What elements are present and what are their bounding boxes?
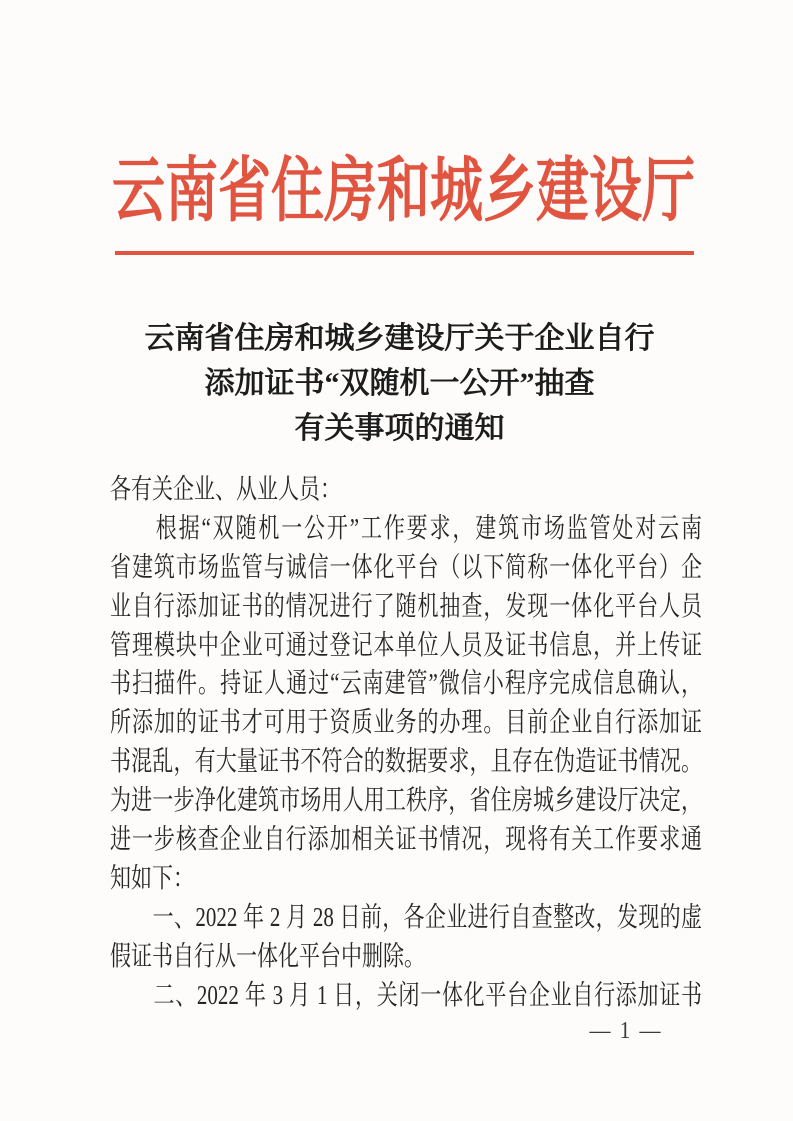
body-line: 假证书自行从一体化平台中删除。 (110, 939, 425, 972)
document-title (0, 316, 793, 451)
body-line: 进一步核查企业自行添加相关证书情况，现将有关工作要求通 (110, 823, 702, 855)
document-title-line: 云南省住房和城乡建设厅关于企业自行 (144, 322, 655, 355)
letterhead (0, 146, 793, 231)
body-line: 所添加的证书才可用于资质业务的办理。目前企业自行添加证 (110, 706, 702, 738)
letterhead-rule (115, 251, 694, 255)
page-number: — 1 — (589, 1016, 663, 1044)
body-line: 为进一步净化建筑市场用人用工秩序，省住房城乡建设厅决定， (110, 784, 702, 816)
body-line: 根据“双随机一公开”工作要求，建筑市场监管处对云南 (110, 512, 702, 544)
body-line: 二、2022 年 3 月 1 日，关闭一体化平台企业自行添加证书 (110, 978, 702, 1011)
body-line: 书混乱，有大量证书不符合的数据要求，且存在伪造证书情况。 (110, 745, 702, 777)
body-line: 知如下： (110, 862, 194, 894)
body-line: 各有关企业、从业人员： (110, 473, 341, 505)
letterhead-org-name: 云南省住房和城乡建设厅 (112, 153, 695, 231)
document-body (110, 470, 702, 1014)
document-title-line: 有关事项的通知 (294, 412, 505, 445)
body-line: 业自行添加证书的情况进行了随机抽查，发现一体化平台人员 (110, 589, 702, 622)
body-line: 省建筑市场监管与诚信一体化平台（以下简称一体化平台）企 (110, 551, 702, 583)
body-line: 管理模块中企业可通过登记本单位人员及证书信息，并上传证 (110, 628, 702, 661)
document-title-line: 添加证书“双随机一公开”抽查 (204, 367, 595, 400)
body-line: 书扫描件。持证人通过“云南建管”微信小程序完成信息确认， (110, 667, 702, 699)
body-line: 一、2022 年 2 月 28 日前，各企业进行自查整改，发现的虚 (110, 901, 702, 933)
